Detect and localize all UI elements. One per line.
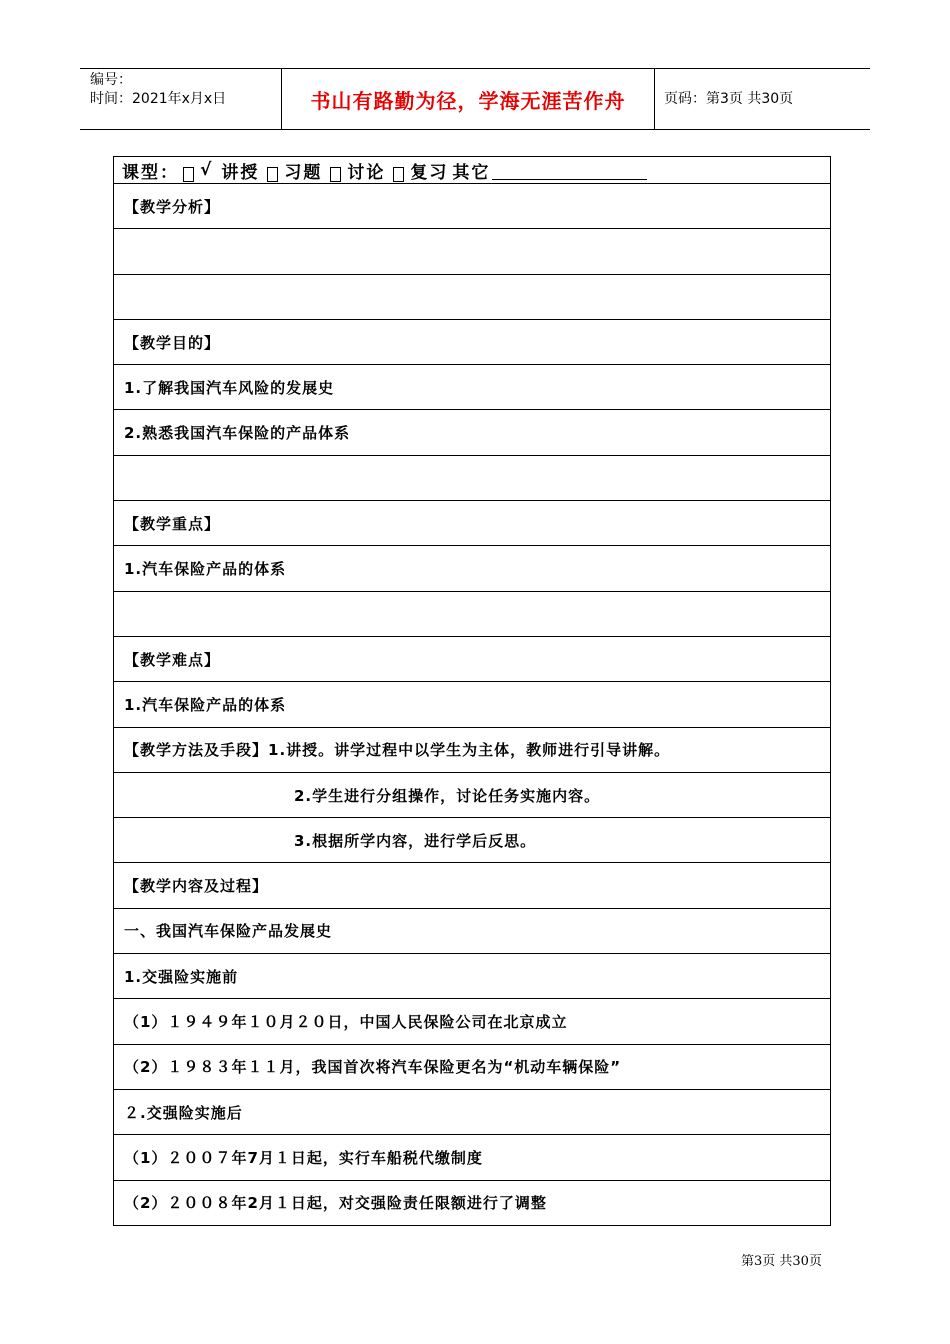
option-review[interactable] [389, 158, 448, 183]
table-row: ２.交强险实施后 [114, 1089, 830, 1134]
table-row: （2）２００８年2月１日起，对交强险责任限额进行了调整 [114, 1180, 830, 1225]
checkbox-icon[interactable] [393, 167, 404, 182]
table-row: 1.汽车保险产品的体系 [114, 545, 830, 590]
table-row: 1.交强险实施前 [114, 953, 830, 998]
table-row: 1.了解我国汽车风险的发展史 [114, 364, 830, 409]
option-label: 其它 [452, 162, 491, 183]
option-label: 习题 [284, 162, 323, 183]
other-fill-line[interactable] [492, 161, 647, 180]
table-row [114, 274, 830, 319]
option-label: 讲授 [221, 162, 260, 183]
table-row: 【教学分析】 [114, 183, 830, 228]
option-discussion[interactable] [326, 158, 385, 183]
table-row: 【教学难点】 [114, 636, 830, 681]
table-row: 【教学内容及过程】 [114, 862, 830, 907]
page-info: 页码：第3页 共30页 [664, 91, 794, 107]
checkbox-icon[interactable] [267, 167, 278, 182]
lesson-table [113, 156, 831, 1226]
page-footer: 第3页 共30页 [741, 1254, 822, 1269]
table-row [114, 455, 830, 500]
checkbox-icon[interactable] [183, 167, 194, 182]
table-row: 3.根据所学内容，进行学后反思。 [114, 817, 830, 862]
table-row: 【教学重点】 [114, 500, 830, 545]
table-row: 【教学方法及手段】1.讲授。讲学过程中以学生为主体，教师进行引导讲解。 [114, 727, 830, 772]
checkmark-icon: √ [200, 160, 214, 180]
table-row: 1.汽车保险产品的体系 [114, 681, 830, 726]
checkbox-icon[interactable] [330, 167, 341, 182]
table-row: （1）２００７年7月１日起，实行车船税代缴制度 [114, 1134, 830, 1179]
option-lecture[interactable] [179, 158, 259, 183]
table-row [114, 591, 830, 636]
option-label: 复习 [410, 162, 449, 183]
table-row [114, 228, 830, 273]
course-type-label: 课型： [122, 162, 179, 183]
table-row: （1）１９４９年１０月２０日，中国人民保险公司在北京成立 [114, 998, 830, 1043]
table-row: 2.熟悉我国汽车保险的产品体系 [114, 409, 830, 454]
option-exercise[interactable] [263, 158, 322, 183]
table-row: （2）１９８３年１１月，我国首次将汽车保险更名为“机动车辆保险” [114, 1044, 830, 1089]
table-row: 2.学生进行分组操作，讨论任务实施内容。 [114, 772, 830, 817]
number-label: 编号： [90, 72, 132, 88]
table-row: 一、我国汽车保险产品发展史 [114, 908, 830, 953]
option-label: 讨论 [347, 162, 386, 183]
table-row: 【教学目的】 [114, 319, 830, 364]
time-label: 时间：2021年x月x日 [90, 91, 227, 107]
page-header [80, 68, 870, 130]
motto: 书山有路勤为径，学海无涯苦作舟 [281, 69, 655, 129]
course-type-row [114, 157, 830, 183]
option-other[interactable] [452, 158, 647, 183]
header-meta [90, 71, 280, 109]
